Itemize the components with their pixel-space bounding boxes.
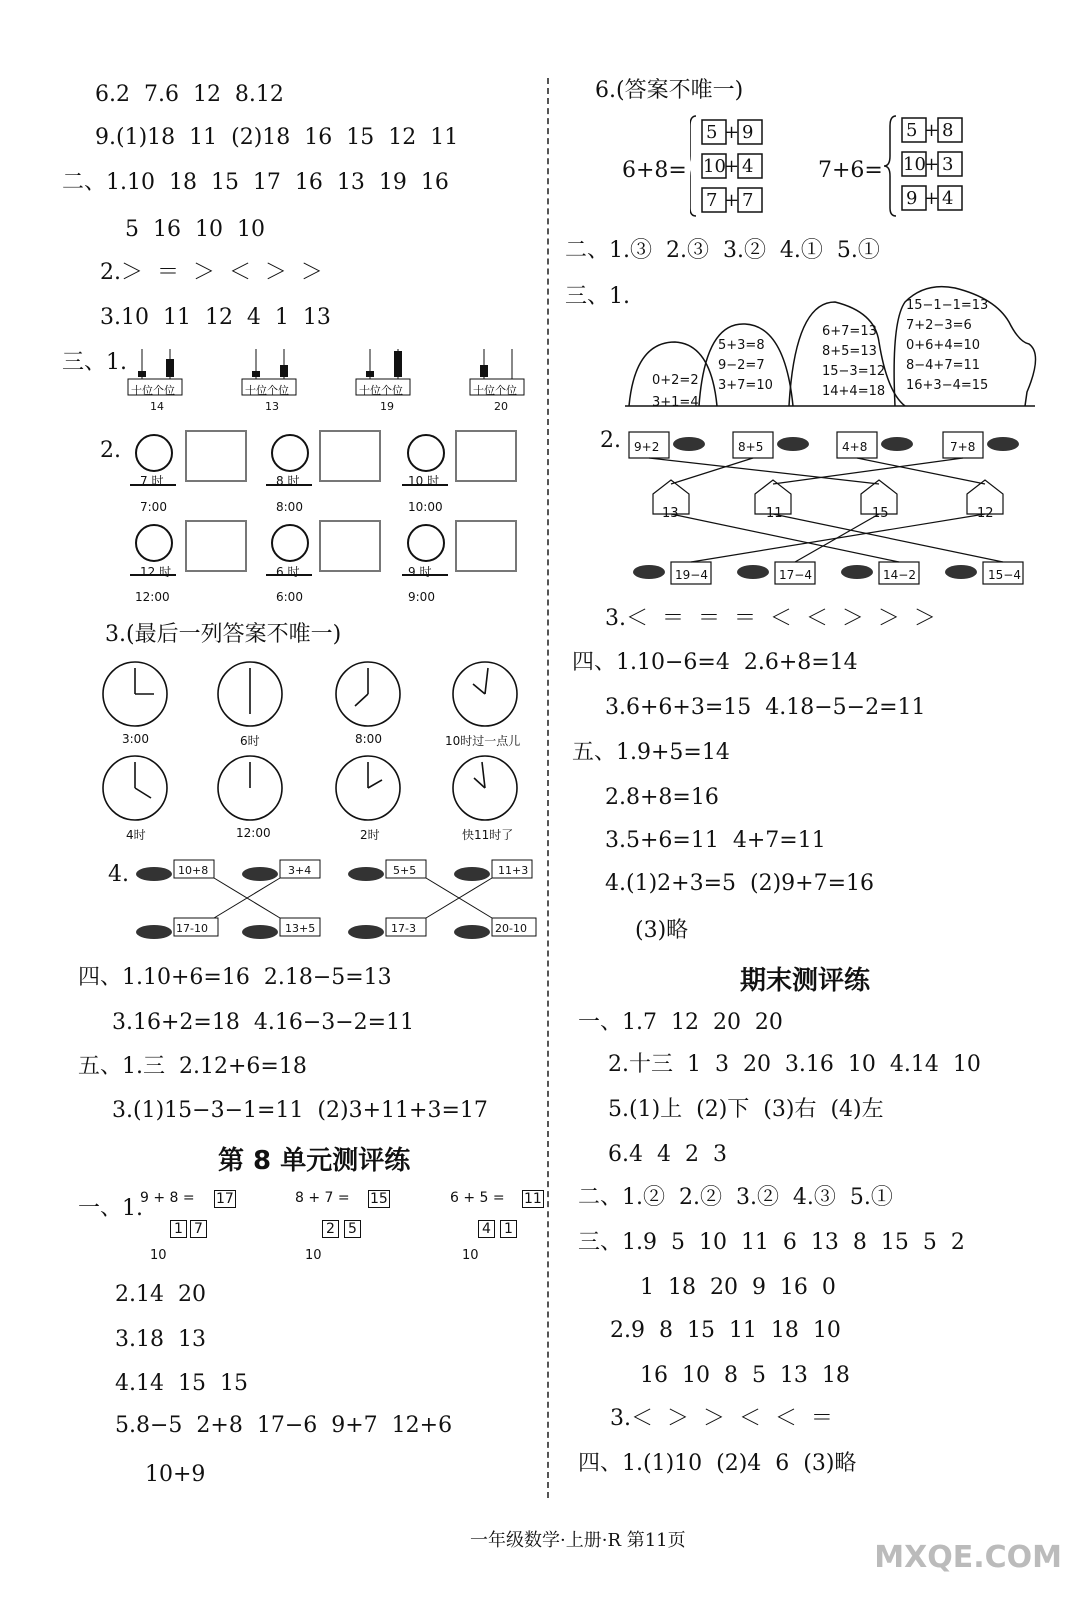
split-ten: 10	[305, 1248, 322, 1263]
answer-line: 3.10 11 12 4 1 13	[100, 305, 331, 330]
split-ten: 10	[462, 1248, 479, 1263]
house-label: 12	[977, 506, 994, 521]
clock-caption: 10 时	[408, 474, 440, 488]
section-title: 期末测评练	[740, 966, 871, 996]
box-value: 4	[942, 188, 954, 209]
abacus-figures	[120, 345, 540, 415]
abacus-label: 十位个位	[245, 384, 289, 397]
box-value: 3	[942, 154, 954, 175]
answer-line: 3.5+6=11 4+7=11	[605, 828, 826, 853]
clock-caption: 3:00	[122, 732, 149, 746]
clock-caption: 4时	[126, 828, 146, 842]
clock-caption: 7:00	[140, 500, 167, 514]
box-value: 9	[742, 122, 754, 143]
answer-line: 9.(1)18 11 (2)18 16 15 12 11	[95, 125, 459, 150]
split-equation: 8 + 7 =	[295, 1190, 350, 1206]
answer-line: 四、1.10+6=16 2.18−5=13	[78, 965, 392, 990]
house-label: 11	[766, 506, 783, 521]
split-answer: 17	[216, 1191, 234, 1207]
split-answer: 11	[524, 1191, 542, 1207]
clock-caption: 8:00	[276, 500, 303, 514]
answer-line: 2.＞ ＝ ＞ ＜ ＞ ＞	[100, 260, 323, 285]
plus-sign: +	[724, 190, 740, 211]
box-value: 10	[703, 156, 726, 177]
bird-label: 17-3	[391, 922, 416, 935]
bird-label: 20-10	[495, 922, 527, 935]
split-part: 7	[190, 1220, 207, 1238]
answer-line: 1 18 20 9 16 0	[640, 1275, 836, 1300]
clock-caption: 12:00	[135, 590, 170, 604]
answer-line: 3.(1)15−3−1=11 (2)3+11+3=17	[112, 1098, 488, 1123]
split-part: 2	[322, 1220, 339, 1238]
bird-label: 10+8	[178, 864, 209, 877]
split-ten: 10	[150, 1248, 167, 1263]
envelope-label: 8+5	[738, 440, 764, 454]
clock-caption: 10:00	[408, 500, 443, 514]
clock-caption: 8:00	[355, 732, 382, 746]
watermark: MXQE.COM	[874, 1540, 1062, 1575]
answer-line: 3.16+2=18 4.16−3−2=11	[112, 1010, 415, 1035]
box-value: 5	[906, 120, 918, 141]
clock-caption: 7 时	[140, 474, 164, 488]
plus-sign: +	[724, 156, 740, 177]
answer-line: 一、1.7 12 20 20	[578, 1010, 783, 1035]
hill-text: 0+2=2 3+1=4	[652, 373, 699, 410]
answer-line: 二、1.② 2.② 3.② 4.③ 5.①	[578, 1185, 893, 1210]
answer-line: 4.14 15 15	[115, 1371, 248, 1396]
envelope-label: 15−4	[988, 568, 1021, 582]
column-divider	[547, 78, 549, 1498]
box-value: 4	[742, 156, 754, 177]
answer-line: 2.9 8 15 11 18 10	[610, 1318, 841, 1343]
answer-line: 3.＜ ＝ ＝ ＝ ＜ ＜ ＞ ＞ ＞	[605, 606, 936, 631]
clock-caption: 9:00	[408, 590, 435, 604]
envelope-label: 17−4	[779, 568, 812, 582]
plus-sign: +	[724, 122, 740, 143]
clock-caption: 10时过一点儿	[445, 734, 521, 748]
bird-label: 17-10	[176, 922, 208, 935]
split-part: 1	[170, 1220, 187, 1238]
hill-text: 15−1−1=13 7+2−3=6 0+6+4=10 8−4+7=11 16+3−4=15	[906, 298, 989, 393]
answer-line: 5 16 10 10	[125, 217, 265, 242]
envelope-label: 7+8	[950, 440, 976, 454]
abacus-label: 十位个位	[359, 384, 403, 397]
answer-line: 6.(答案不唯一)	[595, 78, 744, 103]
box-value: 7	[742, 190, 754, 211]
split-equation: 6 + 5 =	[450, 1190, 505, 1206]
plus-sign: +	[924, 154, 940, 175]
answer-line: 2.14 20	[115, 1282, 206, 1307]
plus-sign: +	[924, 120, 940, 141]
answer-line: 16 10 8 5 13 18	[640, 1363, 850, 1388]
clock-caption: 12 时	[140, 565, 172, 579]
abacus-caption: 13	[265, 400, 279, 413]
clock-picture-grid	[130, 425, 550, 605]
answer-line: 6.4 4 2 3	[608, 1142, 727, 1167]
section-title: 第 8 单元测评练	[218, 1146, 411, 1176]
envelope-label: 4+8	[842, 440, 868, 454]
box-value: 7	[706, 190, 718, 211]
split-part: 5	[344, 1220, 361, 1238]
abacus-caption: 19	[380, 400, 394, 413]
equation-left: 7+6=	[818, 158, 883, 183]
answer-line: (3)略	[635, 918, 689, 943]
plus-sign: +	[924, 188, 940, 209]
abacus-caption: 14	[150, 400, 164, 413]
answer-line: 2.	[100, 438, 121, 463]
clock-caption: 6 时	[276, 565, 300, 579]
clock-caption: 6时	[240, 734, 260, 748]
clock-caption: 12:00	[236, 826, 271, 840]
answer-line: 五、1.三 2.12+6=18	[78, 1054, 307, 1079]
bird-label: 11+3	[498, 864, 529, 877]
box-value: 5	[706, 122, 718, 143]
answer-line: 3.18 13	[115, 1327, 206, 1352]
answer-line: 2.	[600, 428, 621, 453]
bird-label: 5+5	[393, 864, 417, 877]
split-answer: 15	[370, 1191, 388, 1207]
answer-line: 一、1.	[78, 1196, 143, 1221]
box-value: 8	[942, 120, 954, 141]
answer-line: 四、1.(1)10 (2)4 6 (3)略	[578, 1451, 857, 1476]
clock-caption: 8 时	[276, 474, 300, 488]
envelope-label: 9+2	[634, 440, 660, 454]
answer-line: 四、1.10−6=4 2.6+8=14	[572, 650, 858, 675]
envelope-label: 14−2	[883, 568, 916, 582]
answer-line: 3.6+6+3=15 4.18−5−2=11	[605, 695, 926, 720]
answer-line: 5.8−5 2+8 17−6 9+7 12+6	[115, 1413, 453, 1438]
answer-line: 二、1.③ 2.③ 3.② 4.① 5.①	[565, 238, 880, 263]
hill-text: 5+3=8 9−2=7 3+7=10	[718, 338, 773, 393]
house-label: 15	[872, 506, 889, 521]
split-part: 1	[500, 1220, 517, 1238]
box-value: 9	[906, 188, 918, 209]
bird-label: 3+4	[288, 864, 312, 877]
answer-line: 4.(1)2+3=5 (2)9+7=16	[605, 871, 875, 896]
answer-line: 2.8+8=16	[605, 785, 719, 810]
abacus-label: 十位个位	[473, 384, 517, 397]
abacus-caption: 20	[494, 400, 508, 413]
answer-line: 3.(最后一列答案不唯一)	[105, 622, 342, 647]
answer-line: 6.2 7.6 12 8.12	[95, 82, 284, 107]
split-equation: 9 + 8 =	[140, 1190, 195, 1206]
split-part: 4	[478, 1220, 495, 1238]
hill-text: 6+7=13 8+5=13 15−3=12 14+4=18	[822, 324, 886, 399]
answer-line: 3.＜ ＞ ＞ ＜ ＜ ＝	[610, 1406, 833, 1431]
abacus-label: 十位个位	[131, 384, 175, 397]
bird-label: 13+5	[285, 922, 316, 935]
answer-line: 10+9	[145, 1462, 206, 1487]
answer-line: 5.(1)上 (2)下 (3)右 (4)左	[608, 1097, 884, 1122]
clock-caption: 9 时	[408, 565, 432, 579]
answer-line: 4.	[108, 862, 129, 887]
answer-line: 2.十三 1 3 20 3.16 10 4.14 10	[608, 1052, 981, 1077]
answer-line: 二、1.10 18 15 17 16 13 19 16	[62, 170, 449, 195]
answer-line: 三、1.9 5 10 11 6 13 8 15 5 2	[578, 1230, 965, 1255]
page-footer: 一年级数学·上册·R 第11页	[470, 1530, 686, 1551]
box-value: 10	[903, 154, 926, 175]
answer-line: 三、1.	[565, 284, 630, 309]
house-label: 13	[662, 506, 679, 521]
equation-left: 6+8=	[622, 158, 687, 183]
clock-caption: 6:00	[276, 590, 303, 604]
envelope-label: 19−4	[675, 568, 708, 582]
answer-line: 五、1.9+5=14	[572, 740, 730, 765]
answer-line: 三、1.	[62, 350, 127, 375]
clock-caption: 2时	[360, 828, 380, 842]
clock-caption: 快11时了	[462, 828, 514, 842]
